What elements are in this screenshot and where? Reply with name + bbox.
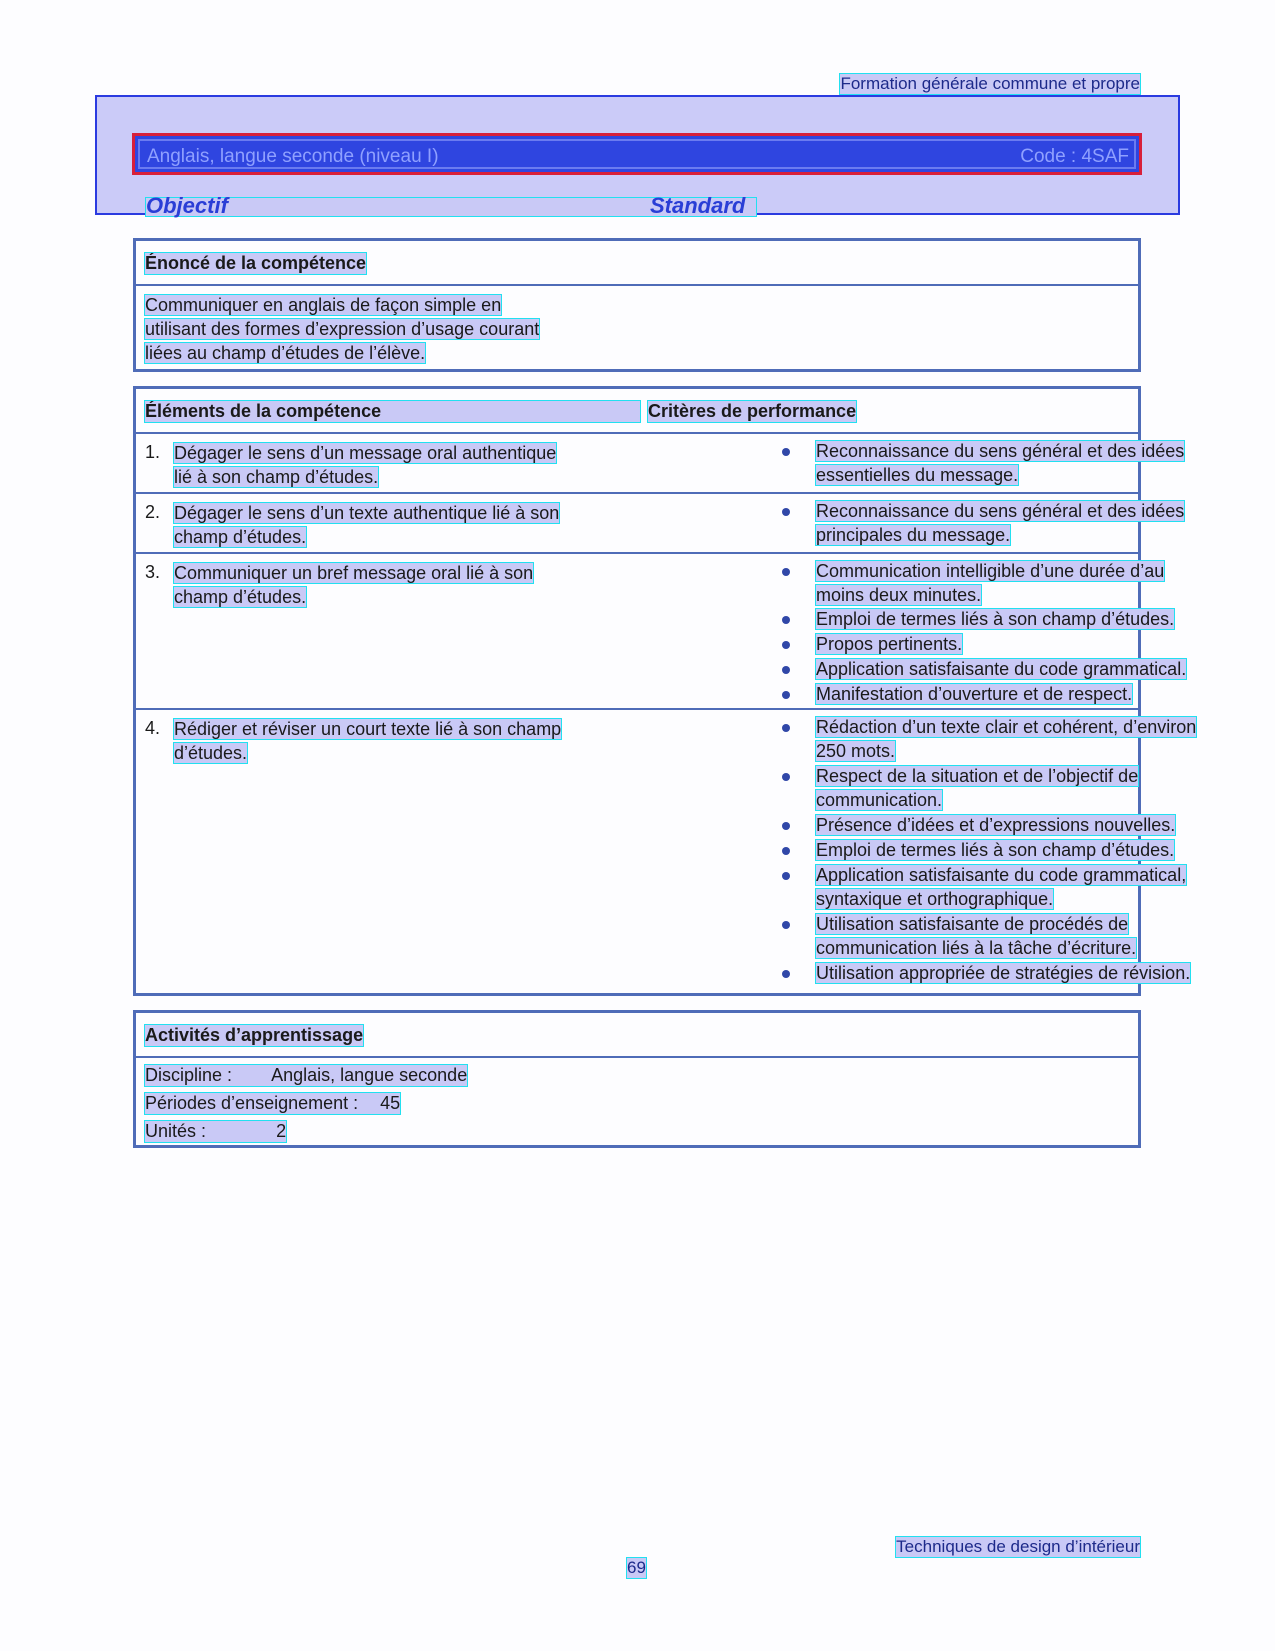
discipline-value: Anglais, langue seconde xyxy=(271,1065,468,1085)
discipline-row xyxy=(145,1065,467,1086)
discipline-label: Discipline : xyxy=(145,1065,233,1085)
bullet-icon xyxy=(782,508,790,516)
footer-program: Techniques de design d’intérieur xyxy=(896,1537,1140,1556)
element-number: 3. xyxy=(145,562,161,582)
criterion-line: Utilisation satisfaisante de procédés de xyxy=(816,914,1129,934)
element-row xyxy=(136,492,1185,554)
criterion-line: Emploi de termes liés à son champ d’études. xyxy=(816,840,1175,860)
activites-heading: Activités d’apprentissage xyxy=(145,1025,364,1045)
criterion xyxy=(816,838,1256,862)
criterion xyxy=(816,632,1256,656)
criterion-line: Emploi de termes liés à son champ d’études. xyxy=(816,609,1175,629)
criterion xyxy=(816,912,1256,960)
element-line: Dégager le sens d’un message oral authentique xyxy=(174,443,557,463)
bullet-icon xyxy=(782,822,790,830)
criterion xyxy=(816,764,1256,812)
element-line: Communiquer un bref message oral lié à son xyxy=(174,563,534,583)
enonce-line: utilisant des formes d’expression d’usage courant xyxy=(145,319,540,339)
criterion xyxy=(816,863,1256,911)
bullet-icon xyxy=(782,666,790,674)
periodes-value: 45 xyxy=(380,1093,401,1113)
criterion-line: communication liés à la tâche d’écriture. xyxy=(816,938,1137,958)
unites-label: Unités : xyxy=(145,1121,207,1141)
criterion xyxy=(816,559,1256,607)
course-title: Anglais, langue seconde (niveau I) xyxy=(147,146,439,167)
activites-box xyxy=(133,1010,1141,1148)
criterion-line: Application satisfaisante du code grammatical, xyxy=(816,865,1187,885)
element-number: 1. xyxy=(145,442,161,462)
unites-value: 2 xyxy=(276,1121,287,1141)
periodes-row xyxy=(145,1093,400,1114)
criterion-line: Reconnaissance du sens général et des idées xyxy=(816,441,1185,461)
periodes-label: Périodes d’enseignement : xyxy=(145,1093,359,1113)
bullet-icon xyxy=(782,691,790,699)
bullet-icon xyxy=(782,448,790,456)
criterion-line: Communication intelligible d’une durée d’au xyxy=(816,561,1165,581)
element-text xyxy=(174,717,644,765)
criterion xyxy=(816,607,1256,631)
element-row xyxy=(136,432,1185,494)
criterion-line: Application satisfaisante du code grammatical. xyxy=(816,659,1187,679)
bullet-icon xyxy=(782,568,790,576)
elements-heading: Éléments de la compétence xyxy=(145,401,640,422)
criterion-line: Utilisation appropriée de stratégies de révision. xyxy=(816,963,1191,983)
criterion xyxy=(816,813,1256,837)
enonce-line: liées au champ d’études de l’élève. xyxy=(145,343,426,363)
criterion-line: Manifestation d’ouverture et de respect. xyxy=(816,684,1133,704)
element-line: lié à son champ d’études. xyxy=(174,467,379,487)
element-line: Rédiger et réviser un court texte lié à son champ xyxy=(174,719,562,739)
criterion xyxy=(816,961,1256,985)
criterion-line: Propos pertinents. xyxy=(816,634,963,654)
element-text xyxy=(174,501,644,549)
unites-row xyxy=(145,1121,286,1142)
criterion-line: essentielles du message. xyxy=(816,465,1019,485)
bullet-icon xyxy=(782,847,790,855)
criterion-line: syntaxique et orthographique. xyxy=(816,889,1054,909)
bullet-icon xyxy=(782,921,790,929)
criteria-heading: Critères de performance xyxy=(648,401,857,421)
criterion-line: Respect de la situation et de l’objectif de xyxy=(816,766,1139,786)
element-row xyxy=(136,552,1187,710)
criterion xyxy=(816,657,1256,681)
element-line: champ d’études. xyxy=(174,587,307,607)
program-header: Formation générale commune et propre xyxy=(840,74,1140,93)
element-row xyxy=(136,708,1197,992)
element-line: champ d’études. xyxy=(174,527,307,547)
enonce-box xyxy=(133,238,1141,372)
element-text xyxy=(174,561,644,609)
page-number: 69 xyxy=(627,1558,646,1577)
bullet-icon xyxy=(782,616,790,624)
standard-label: Standard xyxy=(650,193,746,218)
enonce-heading: Énoncé de la compétence xyxy=(145,253,367,273)
bullet-icon xyxy=(782,970,790,978)
bullet-icon xyxy=(782,872,790,880)
element-line: Dégager le sens d’un texte authentique lié à son xyxy=(174,503,560,523)
criterion-line: Rédaction d’un texte clair et cohérent, d’environ xyxy=(816,717,1197,737)
bullet-icon xyxy=(782,724,790,732)
criterion xyxy=(816,682,1256,706)
enonce-text xyxy=(145,293,605,365)
element-number: 2. xyxy=(145,502,161,522)
criterion-line: principales du message. xyxy=(816,525,1011,545)
enonce-line: Communiquer en anglais de façon simple en xyxy=(145,295,502,315)
criterion-line: Présence d’idées et d’expressions nouvelles. xyxy=(816,815,1176,835)
element-number: 4. xyxy=(145,718,161,738)
criterion-line: Reconnaissance du sens général et des idées xyxy=(816,501,1185,521)
criterion-line: moins deux minutes. xyxy=(816,585,982,605)
element-line: d’études. xyxy=(174,743,248,763)
criterion xyxy=(816,715,1256,763)
criterion xyxy=(816,499,1256,547)
element-text xyxy=(174,441,644,489)
criterion xyxy=(816,439,1256,487)
course-code: Code : 4SAF xyxy=(1020,146,1129,167)
bullet-icon xyxy=(782,641,790,649)
course-title-bar xyxy=(132,133,1142,175)
criterion-line: communication. xyxy=(816,790,943,810)
elements-box xyxy=(133,386,1197,996)
criterion-line: 250 mots. xyxy=(816,741,896,761)
objectif-label: Objectif xyxy=(146,193,228,218)
bullet-icon xyxy=(782,773,790,781)
